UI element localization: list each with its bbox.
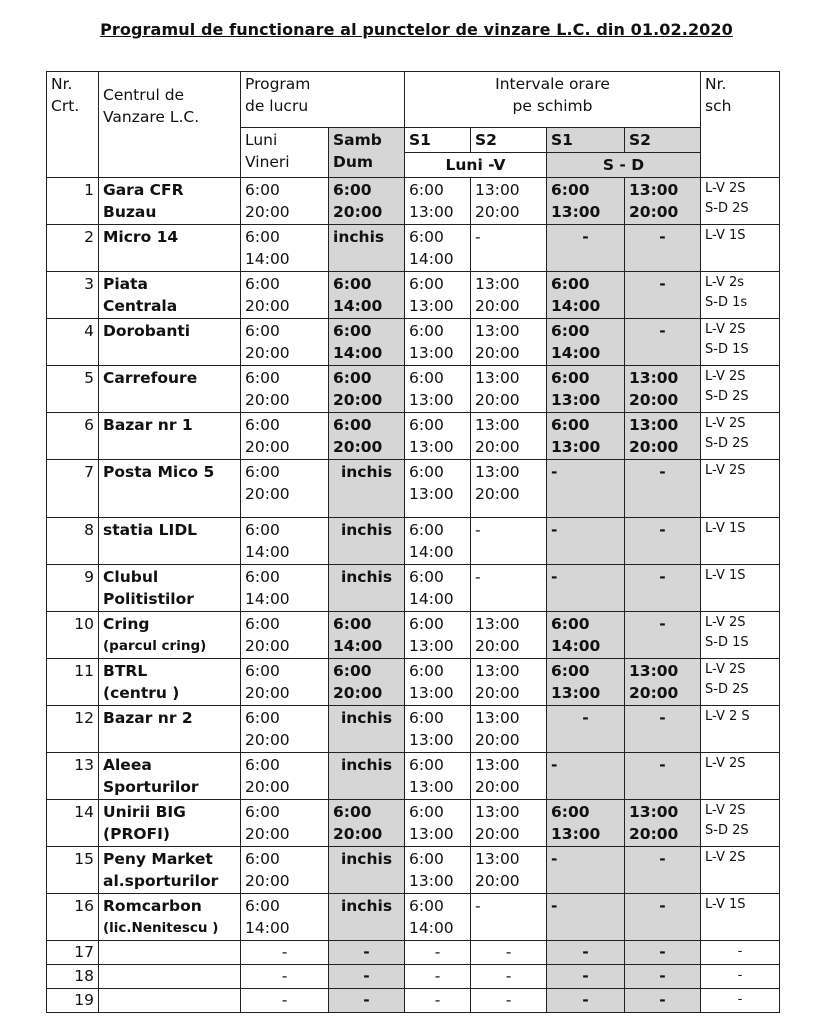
cell-nr: 9: [47, 565, 99, 612]
cell-lv-s1: 6:00 13:00: [405, 612, 471, 659]
cell-nr: 14: [47, 800, 99, 847]
cell-centru: Carrefoure: [99, 366, 241, 413]
table-row: [47, 612, 780, 659]
cell-nr: 7: [47, 460, 99, 518]
cell-nr-sch: L-V 2S S-D 2S: [701, 800, 780, 847]
table-body: [47, 178, 780, 1013]
header-sd-s2: S2: [625, 128, 701, 153]
cell-nr-sch: L-V 2S S-D 2S: [701, 413, 780, 460]
table-row: [47, 965, 780, 989]
cell-lv-s1: 6:00 13:00: [405, 753, 471, 800]
page-title-text: Programul de functionare al punctelor de vinzare L.C. din 01.02.2020: [100, 20, 733, 39]
cell-lv-s2: 13:00 20:00: [471, 659, 547, 706]
cell-lv-s2: -: [471, 518, 547, 565]
table-row: [47, 753, 780, 800]
cell-lv-s2: 13:00 20:00: [471, 612, 547, 659]
cell-sd-s1: -: [547, 989, 625, 1013]
cell-samb-dum: inchis: [329, 894, 405, 941]
cell-centru: Clubul Politistilor: [99, 565, 241, 612]
cell-lv-s1: 6:00 13:00: [405, 366, 471, 413]
cell-centru: BTRL (centru ): [99, 659, 241, 706]
cell-centru: statia LIDL: [99, 518, 241, 565]
cell-nr-sch: L-V 1S: [701, 518, 780, 565]
cell-lv-s2: 13:00 20:00: [471, 800, 547, 847]
table-header: [47, 72, 780, 178]
cell-sd-s1: -: [547, 460, 625, 518]
table-row: [47, 706, 780, 753]
cell-lv-s2: -: [471, 565, 547, 612]
cell-sd-s2: -: [625, 894, 701, 941]
table-row: [47, 460, 780, 518]
cell-nr-sch: L-V 2S S-D 2S: [701, 659, 780, 706]
table-row: [47, 366, 780, 413]
cell-sd-s2: -: [625, 225, 701, 272]
cell-centru: [99, 965, 241, 989]
cell-samb-dum: 6:00 14:00: [329, 319, 405, 366]
cell-sd-s2: -: [625, 460, 701, 518]
cell-centru: Posta Mico 5: [99, 460, 241, 518]
cell-lv-s1: 6:00 14:00: [405, 894, 471, 941]
cell-luni-vineri: 6:00 20:00: [241, 800, 329, 847]
cell-centru: Romcarbon (lic.Nenitescu ): [99, 894, 241, 941]
cell-lv-s1: 6:00 13:00: [405, 178, 471, 225]
cell-sd-s2: 13:00 20:00: [625, 413, 701, 460]
table-row: [47, 800, 780, 847]
schedule-table: [46, 71, 780, 1013]
cell-luni-vineri: 6:00 14:00: [241, 894, 329, 941]
cell-centru: Micro 14: [99, 225, 241, 272]
cell-samb-dum: -: [329, 941, 405, 965]
cell-lv-s2: 13:00 20:00: [471, 706, 547, 753]
cell-lv-s1: 6:00 13:00: [405, 272, 471, 319]
cell-luni-vineri: 6:00 20:00: [241, 272, 329, 319]
cell-sd-s1: -: [547, 518, 625, 565]
table-row: [47, 941, 780, 965]
cell-nr: 12: [47, 706, 99, 753]
cell-luni-vineri: 6:00 20:00: [241, 612, 329, 659]
cell-lv-s2: 13:00 20:00: [471, 319, 547, 366]
cell-sd-s2: 13:00 20:00: [625, 366, 701, 413]
cell-lv-s1: 6:00 13:00: [405, 413, 471, 460]
cell-luni-vineri: 6:00 14:00: [241, 225, 329, 272]
cell-luni-vineri: 6:00 20:00: [241, 753, 329, 800]
cell-sd-s2: -: [625, 518, 701, 565]
cell-sd-s2: -: [625, 706, 701, 753]
cell-lv-s1: 6:00 13:00: [405, 319, 471, 366]
cell-nr-sch: L-V 1S: [701, 894, 780, 941]
cell-lv-s1: -: [405, 965, 471, 989]
cell-nr: 15: [47, 847, 99, 894]
cell-nr: 6: [47, 413, 99, 460]
cell-sd-s1: 6:00 14:00: [547, 319, 625, 366]
header-intervale: Intervale orare pe schimb: [405, 72, 701, 128]
cell-nr-sch: -: [701, 941, 780, 965]
cell-sd-s1: 6:00 13:00: [547, 413, 625, 460]
header-program: Program de lucru: [241, 72, 405, 128]
cell-samb-dum: 6:00 20:00: [329, 800, 405, 847]
cell-centru: Cring (parcul cring): [99, 612, 241, 659]
cell-samb-dum: 6:00 14:00: [329, 272, 405, 319]
header-sd-s1: S1: [547, 128, 625, 153]
cell-sd-s1: 6:00 13:00: [547, 800, 625, 847]
cell-sd-s1: -: [547, 941, 625, 965]
cell-luni-vineri: 6:00 20:00: [241, 847, 329, 894]
cell-sd-s1: -: [547, 706, 625, 753]
page-title: [0, 20, 833, 39]
header-lv-s2: S2: [471, 128, 547, 153]
cell-samb-dum: inchis: [329, 753, 405, 800]
cell-nr-sch: L-V 2S: [701, 753, 780, 800]
cell-nr-sch: L-V 2S S-D 1S: [701, 319, 780, 366]
cell-luni-vineri: 6:00 14:00: [241, 565, 329, 612]
cell-lv-s2: -: [471, 965, 547, 989]
cell-lv-s2: 13:00 20:00: [471, 753, 547, 800]
cell-sd-s2: 13:00 20:00: [625, 659, 701, 706]
cell-sd-s1: 6:00 13:00: [547, 178, 625, 225]
header-luni-vineri: Luni Vineri: [241, 128, 329, 178]
cell-sd-s1: -: [547, 894, 625, 941]
cell-lv-s2: 13:00 20:00: [471, 272, 547, 319]
cell-nr-sch: L-V 2S S-D 1S: [701, 612, 780, 659]
cell-lv-s2: 13:00 20:00: [471, 413, 547, 460]
cell-nr: 3: [47, 272, 99, 319]
cell-samb-dum: inchis: [329, 460, 405, 518]
cell-centru: Aleea Sporturilor: [99, 753, 241, 800]
cell-nr-sch: L-V 2S: [701, 460, 780, 518]
cell-nr-sch: -: [701, 965, 780, 989]
cell-luni-vineri: 6:00 20:00: [241, 659, 329, 706]
cell-samb-dum: -: [329, 989, 405, 1013]
cell-lv-s1: 6:00 13:00: [405, 659, 471, 706]
cell-nr-sch: L-V 1S: [701, 565, 780, 612]
cell-nr: 1: [47, 178, 99, 225]
header-nr-sch: Nr. sch: [701, 72, 780, 178]
cell-lv-s2: 13:00 20:00: [471, 460, 547, 518]
cell-lv-s2: -: [471, 941, 547, 965]
cell-samb-dum: 6:00 20:00: [329, 366, 405, 413]
cell-nr: 8: [47, 518, 99, 565]
cell-centru: Piata Centrala: [99, 272, 241, 319]
header-luni-v: Luni -V: [405, 153, 547, 178]
cell-luni-vineri: 6:00 20:00: [241, 366, 329, 413]
cell-sd-s2: -: [625, 753, 701, 800]
table-row: [47, 225, 780, 272]
cell-nr-sch: L-V 2 S: [701, 706, 780, 753]
cell-centru: Gara CFR Buzau: [99, 178, 241, 225]
cell-nr: 17: [47, 941, 99, 965]
cell-sd-s2: -: [625, 612, 701, 659]
cell-nr-sch: L-V 2S S-D 2S: [701, 366, 780, 413]
table-row: [47, 894, 780, 941]
table-row: [47, 565, 780, 612]
cell-nr: 13: [47, 753, 99, 800]
cell-centru: Bazar nr 1: [99, 413, 241, 460]
cell-luni-vineri: 6:00 20:00: [241, 413, 329, 460]
cell-sd-s2: -: [625, 941, 701, 965]
cell-sd-s1: -: [547, 565, 625, 612]
cell-lv-s1: -: [405, 941, 471, 965]
cell-sd-s1: -: [547, 225, 625, 272]
header-s-d: S - D: [547, 153, 701, 178]
cell-sd-s2: -: [625, 565, 701, 612]
cell-nr: 19: [47, 989, 99, 1013]
cell-lv-s2: 13:00 20:00: [471, 178, 547, 225]
cell-centru: Peny Market al.sporturilor: [99, 847, 241, 894]
cell-luni-vineri: 6:00 20:00: [241, 460, 329, 518]
cell-nr: 4: [47, 319, 99, 366]
table-row: [47, 413, 780, 460]
cell-samb-dum: inchis: [329, 225, 405, 272]
table-row: [47, 847, 780, 894]
cell-lv-s1: 6:00 13:00: [405, 460, 471, 518]
cell-centru: Bazar nr 2: [99, 706, 241, 753]
cell-samb-dum: 6:00 20:00: [329, 413, 405, 460]
cell-sd-s2: -: [625, 989, 701, 1013]
cell-lv-s1: 6:00 13:00: [405, 800, 471, 847]
cell-samb-dum: 6:00 20:00: [329, 659, 405, 706]
cell-sd-s2: -: [625, 319, 701, 366]
cell-samb-dum: inchis: [329, 565, 405, 612]
cell-lv-s1: 6:00 13:00: [405, 847, 471, 894]
cell-lv-s2: -: [471, 894, 547, 941]
cell-samb-dum: inchis: [329, 518, 405, 565]
cell-luni-vineri: 6:00 20:00: [241, 178, 329, 225]
cell-lv-s2: 13:00 20:00: [471, 847, 547, 894]
cell-sd-s1: -: [547, 753, 625, 800]
cell-centru: Unirii BIG (PROFI): [99, 800, 241, 847]
cell-nr-sch: L-V 2S: [701, 847, 780, 894]
cell-lv-s2: -: [471, 225, 547, 272]
cell-nr-sch: L-V 2s S-D 1s: [701, 272, 780, 319]
cell-centru: Dorobanti: [99, 319, 241, 366]
cell-sd-s1: -: [547, 965, 625, 989]
cell-centru: [99, 989, 241, 1013]
cell-nr: 16: [47, 894, 99, 941]
cell-sd-s1: 6:00 14:00: [547, 272, 625, 319]
table-row: [47, 989, 780, 1013]
cell-lv-s1: 6:00 13:00: [405, 706, 471, 753]
cell-sd-s1: 6:00 14:00: [547, 612, 625, 659]
cell-samb-dum: -: [329, 965, 405, 989]
header-nr-crt: Nr. Crt.: [47, 72, 99, 178]
cell-luni-vineri: 6:00 20:00: [241, 706, 329, 753]
table-row: [47, 319, 780, 366]
cell-lv-s1: -: [405, 989, 471, 1013]
cell-lv-s1: 6:00 14:00: [405, 518, 471, 565]
cell-nr-sch: -: [701, 989, 780, 1013]
table-row: [47, 659, 780, 706]
cell-centru: [99, 941, 241, 965]
cell-sd-s2: -: [625, 272, 701, 319]
cell-samb-dum: inchis: [329, 706, 405, 753]
cell-lv-s1: 6:00 14:00: [405, 225, 471, 272]
table-row: [47, 272, 780, 319]
cell-samb-dum: 6:00 14:00: [329, 612, 405, 659]
cell-samb-dum: inchis: [329, 847, 405, 894]
cell-luni-vineri: 6:00 14:00: [241, 518, 329, 565]
cell-lv-s2: -: [471, 989, 547, 1013]
header-samb-dum: Samb Dum: [329, 128, 405, 178]
cell-sd-s1: -: [547, 847, 625, 894]
header-lv-s1: S1: [405, 128, 471, 153]
table-row: [47, 518, 780, 565]
cell-luni-vineri: 6:00 20:00: [241, 319, 329, 366]
cell-luni-vineri: -: [241, 989, 329, 1013]
cell-nr: 5: [47, 366, 99, 413]
cell-sd-s2: -: [625, 965, 701, 989]
cell-luni-vineri: -: [241, 965, 329, 989]
table-row: [47, 178, 780, 225]
header-centrul: Centrul de Vanzare L.C.: [99, 72, 241, 178]
cell-sd-s2: 13:00 20:00: [625, 800, 701, 847]
cell-sd-s2: -: [625, 847, 701, 894]
cell-samb-dum: 6:00 20:00: [329, 178, 405, 225]
cell-nr-sch: L-V 1S: [701, 225, 780, 272]
cell-nr: 10: [47, 612, 99, 659]
cell-luni-vineri: -: [241, 941, 329, 965]
cell-lv-s2: 13:00 20:00: [471, 366, 547, 413]
cell-nr-sch: L-V 2S S-D 2S: [701, 178, 780, 225]
cell-sd-s1: 6:00 13:00: [547, 366, 625, 413]
cell-sd-s2: 13:00 20:00: [625, 178, 701, 225]
cell-lv-s1: 6:00 14:00: [405, 565, 471, 612]
cell-sd-s1: 6:00 13:00: [547, 659, 625, 706]
cell-nr: 2: [47, 225, 99, 272]
cell-nr: 11: [47, 659, 99, 706]
cell-nr: 18: [47, 965, 99, 989]
